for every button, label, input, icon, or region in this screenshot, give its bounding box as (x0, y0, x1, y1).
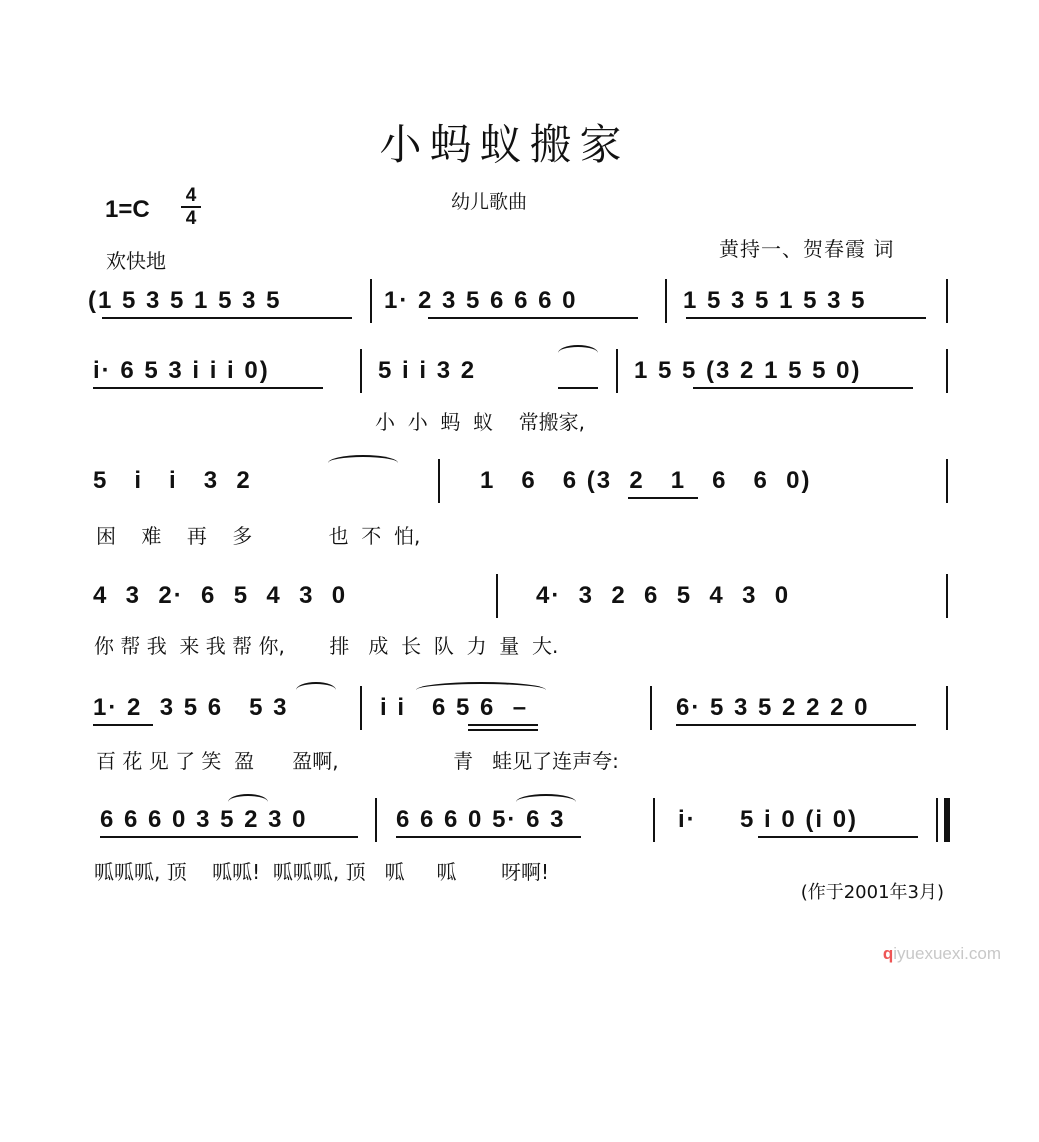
measure: 5 i i 3 2 (378, 357, 477, 384)
lyrics-row-3: 困 难 再 多 也 不 怕, (96, 524, 421, 548)
composition-date: (作于2001年3月) (800, 882, 944, 903)
measure: 1 5 5 (3 2 1 5 5 0) (634, 357, 862, 384)
underline (428, 317, 638, 319)
barline (616, 349, 618, 393)
underline (100, 836, 358, 838)
barline (370, 279, 372, 323)
barline (946, 349, 948, 393)
watermark-logo: q (882, 944, 894, 963)
underline (558, 387, 598, 389)
measure: i· 6 5 3 i i i 0) (93, 357, 270, 384)
time-signature-top: 4 (185, 185, 197, 206)
underline (693, 387, 913, 389)
measure: 1 6 6 (3 2 1 6 6 0) (480, 467, 812, 494)
key-signature: 1=C (105, 196, 150, 223)
barline (946, 574, 948, 618)
measure: 1 5 3 5 1 5 3 5 (683, 287, 867, 314)
time-signature-bottom: 4 (185, 208, 197, 229)
barline (946, 459, 948, 503)
watermark-text: iyuexuexi.com (893, 944, 1001, 963)
measure: (1 5 3 5 1 5 3 5 (88, 287, 282, 314)
measure: 1· 2 3 5 6 5 3 (93, 694, 289, 721)
underline (396, 836, 581, 838)
barline (650, 686, 652, 730)
slur (416, 682, 546, 698)
slur (516, 794, 576, 810)
barline (496, 574, 498, 618)
measure: 6· 5 3 5 2 2 2 0 (676, 694, 870, 721)
barline (360, 686, 362, 730)
site-watermark (883, 944, 1001, 964)
slur (296, 682, 336, 698)
time-signature (181, 186, 201, 228)
lyricist-credit: 黄持一、贺春霞 词 (719, 237, 895, 261)
underline (468, 729, 538, 731)
notation-row-4 (88, 582, 958, 622)
notation-row-5 (88, 694, 958, 734)
measure: 6 6 6 0 5· 6 3 (396, 806, 566, 833)
lyrics-row-4: 你 帮 我 来 我 帮 你, 排 成 长 队 力 量 大. (94, 634, 559, 658)
underline (468, 724, 538, 726)
underline (758, 836, 918, 838)
underline (686, 317, 926, 319)
measure: 1· 2 3 5 6 6 6 0 (384, 287, 578, 314)
underline (93, 724, 153, 726)
lyrics-row-2: 小 小 蚂 蚁 常搬家, (375, 410, 585, 434)
song-subtitle: 幼儿歌曲 (451, 191, 528, 213)
measure: i i 6 5 6 – (380, 694, 529, 721)
slur (328, 455, 398, 471)
underline (93, 387, 323, 389)
barline (438, 459, 440, 503)
underline (676, 724, 916, 726)
barline (653, 798, 655, 842)
tempo-marking: 欢快地 (106, 249, 166, 273)
measure: 5 i i 3 2 (93, 467, 252, 494)
barline (946, 686, 948, 730)
barline (375, 798, 377, 842)
notation-row-6 (88, 806, 958, 846)
underline (102, 317, 352, 319)
barline (360, 349, 362, 393)
barline (946, 279, 948, 323)
underline (628, 497, 698, 499)
lyrics-row-6: 呱呱呱, 顶 呱呱! 呱呱呱, 顶 呱 呱 呀啊! (94, 860, 549, 884)
final-barline (944, 798, 950, 842)
slur (228, 794, 268, 810)
notation-row-1 (88, 287, 958, 327)
notation-row-2 (88, 357, 958, 397)
slur (558, 345, 598, 361)
measure: i· 5 i 0 (i 0) (678, 806, 859, 833)
barline (665, 279, 667, 323)
notation-row-3 (88, 467, 958, 507)
lyrics-row-5: 百 花 见 了 笑 盈 盈啊, 青 蛙见了连声夸: (96, 749, 619, 773)
song-title: 小蚂蚁搬家 (379, 120, 630, 169)
measure: 4 3 2· 6 5 4 3 0 (93, 582, 348, 609)
measure: 6 6 6 0 3 5 2 3 0 (100, 806, 308, 833)
measure: 4· 3 2 6 5 4 3 0 (536, 582, 791, 609)
